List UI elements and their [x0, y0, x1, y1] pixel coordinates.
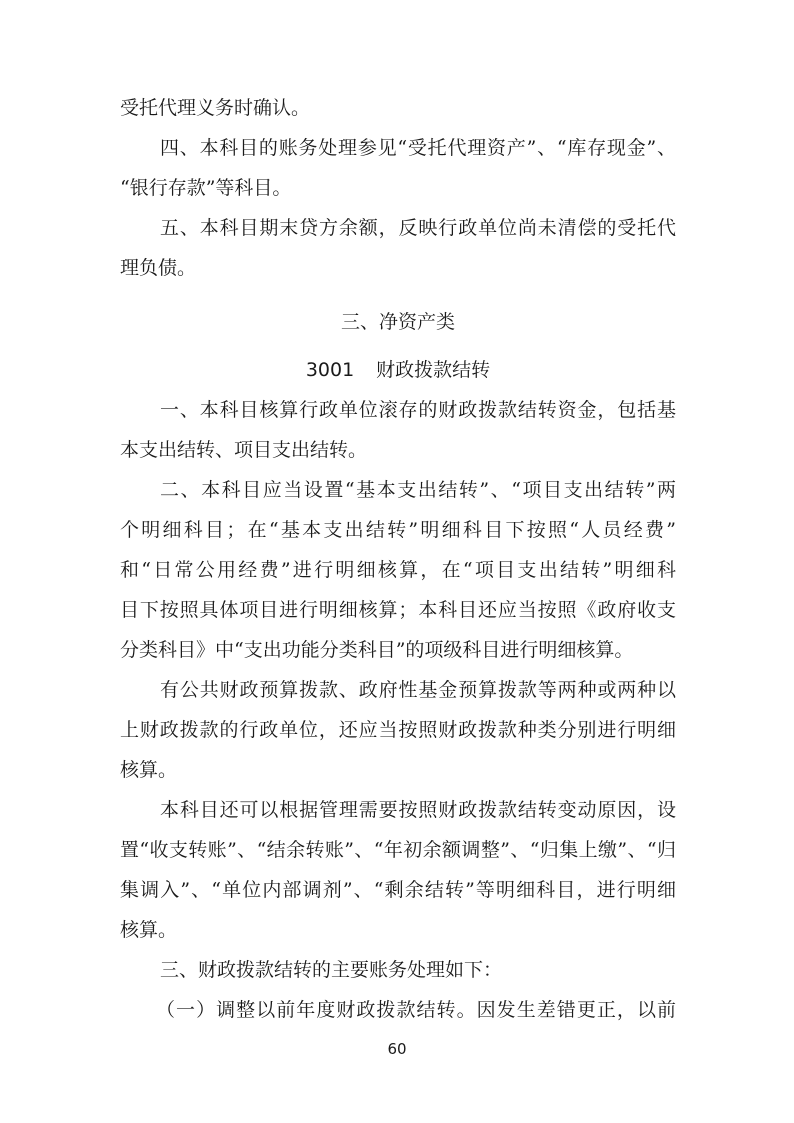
- text-line: 核算。: [120, 919, 178, 941]
- text-line: （一）调整以前年度财政拨款结转。因发生差错更正，以前: [156, 999, 676, 1021]
- paragraph: [120, 790, 676, 950]
- text-line: 分类科目》中“支出功能分类科目”的项级科目进行明细核算。: [120, 639, 634, 661]
- text-line: 和“日常公用经费”进行明细核算，在“项目支出结转”明细科: [120, 559, 676, 581]
- text-line: 四、本科目的账务处理参见“受托代理资产”、“库存现金”、: [160, 137, 676, 159]
- text-line: 二、本科目应当设置“基本支出结转”、“项目支出结转”两: [160, 479, 676, 501]
- paragraph: [120, 470, 676, 670]
- text-line: “银行存款”等科目。: [120, 177, 292, 199]
- paragraph: [120, 208, 676, 288]
- text-line: 五、本科目期末贷方余额，反映行政单位尚未清偿的受托代: [160, 217, 676, 239]
- text-line: 有公共财政预算拨款、政府性基金预算拨款等两种或两种以: [160, 679, 676, 701]
- text-line: 集调入”、“单位内部调剂”、“剩余结转”等明细科目，进行明细: [120, 879, 676, 901]
- text-line: 本支出结转、项目支出结转。: [120, 439, 368, 461]
- paragraph: [120, 950, 676, 990]
- text-line: 本科目还可以根据管理需要按照财政拨款结转变动原因，设: [160, 799, 676, 821]
- text-line: 理负债。: [120, 257, 197, 279]
- paragraph: [120, 88, 676, 128]
- text-line: 个明细科目；在“基本支出结转”明细科目下按照“人员经费”: [120, 519, 676, 541]
- paragraph: [120, 128, 676, 208]
- paragraph: [120, 390, 676, 470]
- subject-code: 3001: [305, 359, 355, 381]
- paragraph: [120, 670, 676, 790]
- text-line: 受托代理义务时确认。: [120, 97, 311, 119]
- page-number: 60: [387, 1040, 407, 1058]
- text-line: 核算。: [120, 759, 178, 781]
- text-line: 置“收支转账”、“结余转账”、“年初余额调整”、“归集上缴”、“归: [120, 839, 676, 861]
- text-line: 上财政拨款的行政单位，还应当按照财政拨款种类分别进行明细: [120, 719, 676, 741]
- text-line: 一、本科目核算行政单位滚存的财政拨款结转资金，包括基: [160, 399, 676, 421]
- paragraph: [120, 990, 676, 1030]
- text-line: 目下按照具体项目进行明细核算；本科目还应当按照《政府收支: [120, 599, 676, 621]
- text-line: 三、财政拨款结转的主要账务处理如下：: [160, 959, 503, 981]
- subject-title: 财政拨款结转: [376, 359, 491, 381]
- page-body: [120, 88, 676, 1030]
- section-title: 三、净资产类: [340, 311, 455, 333]
- subject-heading: [120, 350, 676, 390]
